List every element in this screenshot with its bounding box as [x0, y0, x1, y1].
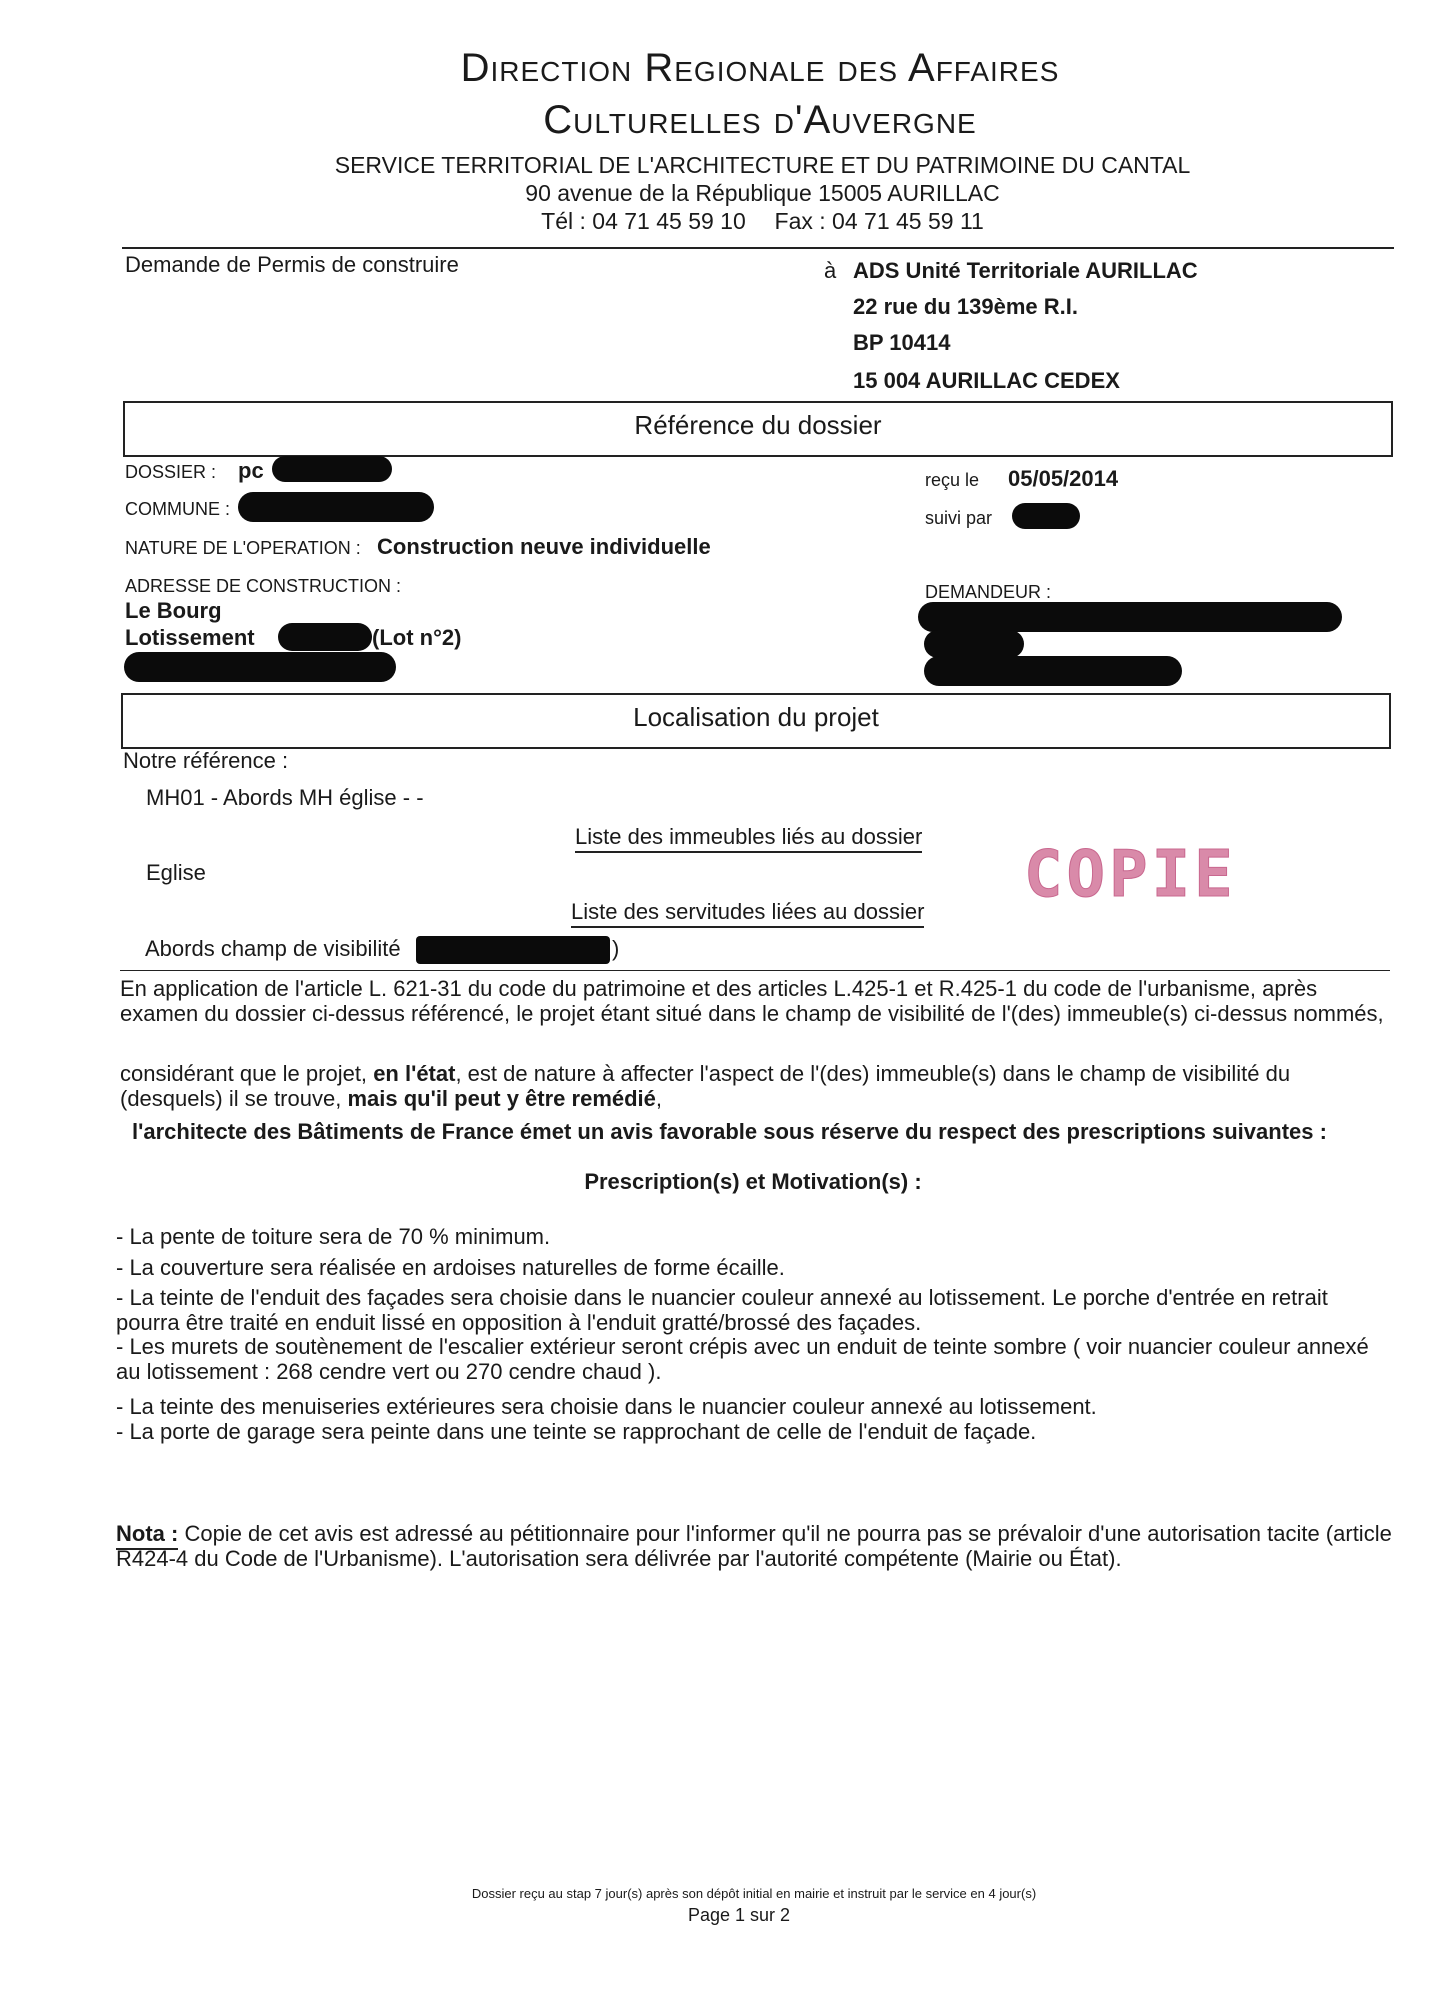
prescriptions-title: Prescription(s) et Motivation(s) : — [584, 1169, 922, 1194]
dossier-value: pc — [238, 458, 264, 483]
avis-p2-e: , — [655, 1086, 663, 1111]
recipient-line3: BP 10414 — [853, 330, 951, 355]
immeubles-link[interactable] — [575, 824, 922, 850]
page-number: Page 1 sur 2 — [687, 1905, 791, 1925]
avis-p2-b: en l'état — [373, 1061, 456, 1086]
abords-label: Abords champ de visibilité — [145, 936, 401, 961]
prescription-item: - La teinte de l'enduit des façades sera choisie dans le nuancier couleur annexé au lotissement. Le porche d'entrée en retrait pourra être traité en enduit lissé en opposition à l'enduit gratté/brossé des façades. — [116, 1285, 1328, 1335]
prescription-item: - La couverture sera réalisée en ardoises naturelles de forme écaille. — [116, 1255, 785, 1280]
nota-text: Copie de cet avis est adressé au pétitionnaire pour l'informer qu'il ne pourra pas se prévaloir d'une autorisation tacite (article R424-4 du Code de l'Urbanisme). L'autorisation sera délivrée par l'autorité compétente (Mairie ou État). — [116, 1521, 1392, 1571]
avis-p2-d: mais qu'il peut y être remédié — [347, 1086, 656, 1111]
nota-paragraph — [116, 1521, 1398, 1571]
recu-date: 05/05/2014 — [1008, 466, 1119, 491]
avis-p2-a: considérant que le projet, — [120, 1061, 368, 1086]
redaction-dossier — [272, 456, 392, 482]
avis-paragraph-1: En application de l'article L. 621-31 du code du patrimoine et des articles L.425-1 et R.425-1 du code de l'urbanisme, après examen du dossier ci-dessus référencé, le projet étant situé dans le champ de visibilité de l'(des) immeuble(s) ci-dessus nommés, — [120, 976, 1384, 1026]
commune-label: COMMUNE : — [125, 499, 230, 519]
abords-suffix: ) — [612, 936, 620, 961]
prescription-item: - La porte de garage sera peinte dans une teinte se rapprochant de celle de l'enduit de façade. — [116, 1419, 1037, 1444]
redaction-lotissement — [278, 623, 372, 651]
recipient-prefix: à — [824, 258, 837, 283]
immeubles-link-text: Liste des immeubles liés au dossier — [575, 824, 922, 853]
prescription-item: - La teinte des menuiseries extérieures sera choisie dans le nuancier couleur annexé au lotissement. — [116, 1394, 1097, 1419]
copie-stamp: COPIE — [1024, 838, 1237, 912]
redaction-abords — [416, 936, 610, 964]
dossier-label: DOSSIER : — [125, 462, 217, 482]
nature-label: NATURE DE L'OPERATION : — [125, 538, 361, 558]
redaction-demandeur-line3 — [924, 656, 1182, 686]
header-fax: Fax : 04 71 45 59 11 — [774, 208, 984, 234]
recu-label: reçu le — [925, 470, 980, 490]
recipient-line4: 15 004 AURILLAC CEDEX — [853, 368, 1120, 393]
header-title-line1: Direction Regionale des Affaires — [460, 46, 1060, 90]
demandeur-label: DEMANDEUR : — [925, 582, 1052, 602]
nature-value: Construction neuve individuelle — [377, 534, 711, 559]
adresse-label: ADRESSE DE CONSTRUCTION : — [125, 576, 402, 596]
avis-paragraph-3: l'architecte des Bâtiments de France émet un avis favorable sous réserve du respect des prescriptions suivantes : — [132, 1119, 1327, 1144]
request-type: Demande de Permis de construire — [125, 252, 459, 277]
avis-paragraph-2 — [120, 1061, 1395, 1111]
reference-value: MH01 - Abords MH église - - — [146, 785, 424, 810]
adresse-line2-prefix: Lotissement — [125, 625, 255, 650]
footer-note: Dossier reçu au stap 7 jour(s) après son dépôt initial en mairie et instruit par le service en 4 jour(s) — [471, 1886, 1037, 1901]
localisation-divider — [120, 970, 1390, 971]
prescription-item: - La pente de toiture sera de 70 % minimum. — [116, 1224, 551, 1249]
nota-label: Nota : — [116, 1521, 178, 1550]
suivi-label: suivi par — [925, 508, 993, 528]
reference-section-header: Référence du dossier — [123, 401, 1393, 457]
prescription-item: - Les murets de soutènement de l'escalier extérieur seront crépis avec un enduit de teinte sombre ( voir nuancier couleur annexé au lotissement : 268 cendre vert ou 270 cendre chaud ). — [116, 1334, 1369, 1384]
header-title-line2: Culturelles d'Auvergne — [543, 98, 977, 142]
header-contact — [0, 208, 1454, 235]
eglise-label: Eglise — [146, 860, 206, 885]
adresse-line1: Le Bourg — [125, 598, 222, 623]
redaction-adresse-line3 — [124, 652, 396, 682]
adresse-line2-suffix: (Lot n°2) — [372, 625, 462, 650]
redaction-demandeur-line2 — [924, 630, 1024, 658]
recipient-line1: ADS Unité Territoriale AURILLAC — [853, 258, 1198, 283]
localisation-section-header: Localisation du projet — [121, 693, 1391, 749]
redaction-demandeur-line1 — [918, 602, 1342, 632]
header-divider — [122, 247, 1394, 249]
header-address: 90 avenue de la République 15005 AURILLAC — [525, 180, 1000, 206]
avis-p2-c: , est de nature à affecter l'aspect de l'(des) immeuble(s) dans le champ de visibilité du (desquels) il se trouve, — [120, 1061, 1291, 1111]
notre-reference-label: Notre référence : — [123, 748, 289, 773]
header-phone: Tél : 04 71 45 59 10 — [541, 208, 746, 234]
redaction-commune — [238, 492, 434, 522]
header-service: SERVICE TERRITORIAL DE L'ARCHITECTURE ET DU PATRIMOINE DU CANTAL — [334, 152, 1191, 178]
servitudes-link[interactable] — [571, 899, 924, 925]
recipient-line2: 22 rue du 139ème R.I. — [853, 294, 1078, 319]
servitudes-link-text: Liste des servitudes liées au dossier — [571, 899, 924, 928]
redaction-suivi — [1012, 503, 1080, 529]
